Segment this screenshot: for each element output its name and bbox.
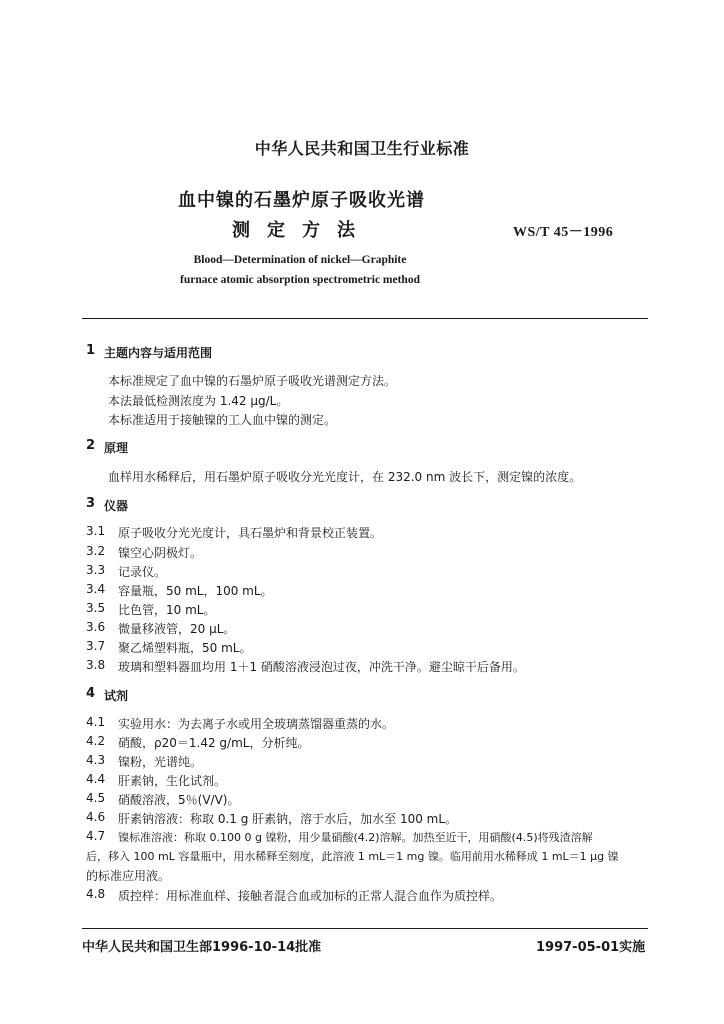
- effective-date: 1997-05-01实施: [536, 940, 646, 955]
- item-text: 比色管，10 mL。: [118, 603, 216, 617]
- paragraph: 本法最低检测浓度为 1.42 μg/L。: [108, 394, 289, 408]
- org-title: 中华人民共和国卫生行业标准: [254, 139, 470, 158]
- item-text: 记录仪。: [118, 565, 167, 579]
- footer-divider: [82, 928, 648, 929]
- item-number: 4.3: [86, 753, 106, 767]
- standard-number: WS/T 45－1996: [513, 225, 614, 240]
- item-text: 质控样：用标准血样、接触者混合血或加标的正常人混合血作为质控样。: [118, 889, 503, 903]
- title-cn-line2: 测定方法: [232, 220, 372, 241]
- item-text: 硝酸，ρ20＝1.42 g/mL，分析纯。: [118, 736, 310, 750]
- paragraph: 血样用水稀释后，用石墨炉原子吸收分光光度计，在 232.0 nm 波长下，测定镍的浓度。: [108, 470, 582, 484]
- item-text: 肝素钠溶液：称取 0.1 g 肝素钠，溶于水后，加水至 100 mL。: [118, 812, 458, 826]
- item-text: 镍粉，光谱纯。: [118, 755, 203, 769]
- item-number: 3.3: [86, 563, 106, 577]
- item-number: 3.1: [86, 524, 106, 538]
- item-number: 4.6: [86, 810, 106, 824]
- item-number: 3.7: [86, 639, 106, 653]
- item-number: 4.5: [86, 791, 106, 805]
- item-number: 4.7: [86, 829, 106, 843]
- title-cn-line1: 血中镍的石墨炉原子吸收光谱: [178, 190, 425, 211]
- title-en-line1: Blood—Determination of nickel—Graphite: [193, 254, 407, 266]
- paragraph: 本标准适用于接触镍的工人血中镍的测定。: [108, 413, 337, 427]
- section-title: 主题内容与适用范围: [104, 346, 213, 360]
- item-number: 3.8: [86, 658, 106, 672]
- item-text: 聚乙烯塑料瓶，50 mL。: [118, 641, 252, 655]
- item-text: 原子吸收分光光度计，具石墨炉和背景校正装置。: [118, 526, 383, 540]
- item-text: 硝酸溶液，5％(V/V)。: [118, 793, 240, 807]
- section-number: 2: [86, 438, 96, 453]
- item-text: 玻璃和塑料器皿均用 1＋1 硝酸溶液浸泡过夜，冲洗干净。避尘晾干后备用。: [118, 660, 525, 674]
- item-text: 容量瓶，50 mL，100 mL。: [118, 584, 273, 598]
- item-text: 实验用水：为去离子水或用全玻璃蒸馏器重蒸的水。: [118, 717, 395, 731]
- item-number: 3.4: [86, 582, 106, 596]
- item-text: 肝素钠，生化试剂。: [118, 774, 227, 788]
- item-text: 镍空心阴极灯。: [118, 546, 203, 560]
- item-number: 3.6: [86, 620, 106, 634]
- item-number: 4.8: [86, 887, 106, 901]
- section-number: 3: [86, 496, 96, 511]
- item-text-continued: 的标准应用液。: [86, 869, 171, 883]
- item-number: 4.4: [86, 772, 106, 786]
- section-title: 仪器: [104, 499, 129, 513]
- header-divider: [82, 318, 648, 319]
- item-number: 3.5: [86, 601, 106, 615]
- item-number: 4.1: [86, 715, 106, 729]
- item-text: 镍标准溶液：称取 0.100 0 g 镍粉，用少量硝酸(4.2)溶解。加热至近干，用硝酸(4.5)将残渣溶解: [118, 831, 593, 844]
- title-en-line2: furnace atomic absorption spectrometric method: [180, 274, 420, 286]
- item-text: 微量移液管，20 μL。: [118, 622, 236, 636]
- approval-text: 中华人民共和国卫生部1996-10-14批准: [82, 940, 322, 955]
- item-number: 3.2: [86, 544, 106, 558]
- section-title: 原理: [104, 441, 129, 455]
- item-text-continued: 后，移入 100 mL 容量瓶中，用水稀释至刻度，此溶液 1 mL＝1 mg 镍。临用前用水稀释成 1 mL＝1 μg 镍: [86, 850, 619, 863]
- item-number: 4.2: [86, 734, 106, 748]
- section-title: 试剂: [104, 689, 129, 703]
- section-number: 1: [86, 343, 96, 358]
- section-number: 4: [86, 686, 96, 701]
- paragraph: 本标准规定了血中镍的石墨炉原子吸收光谱测定方法。: [108, 374, 397, 388]
